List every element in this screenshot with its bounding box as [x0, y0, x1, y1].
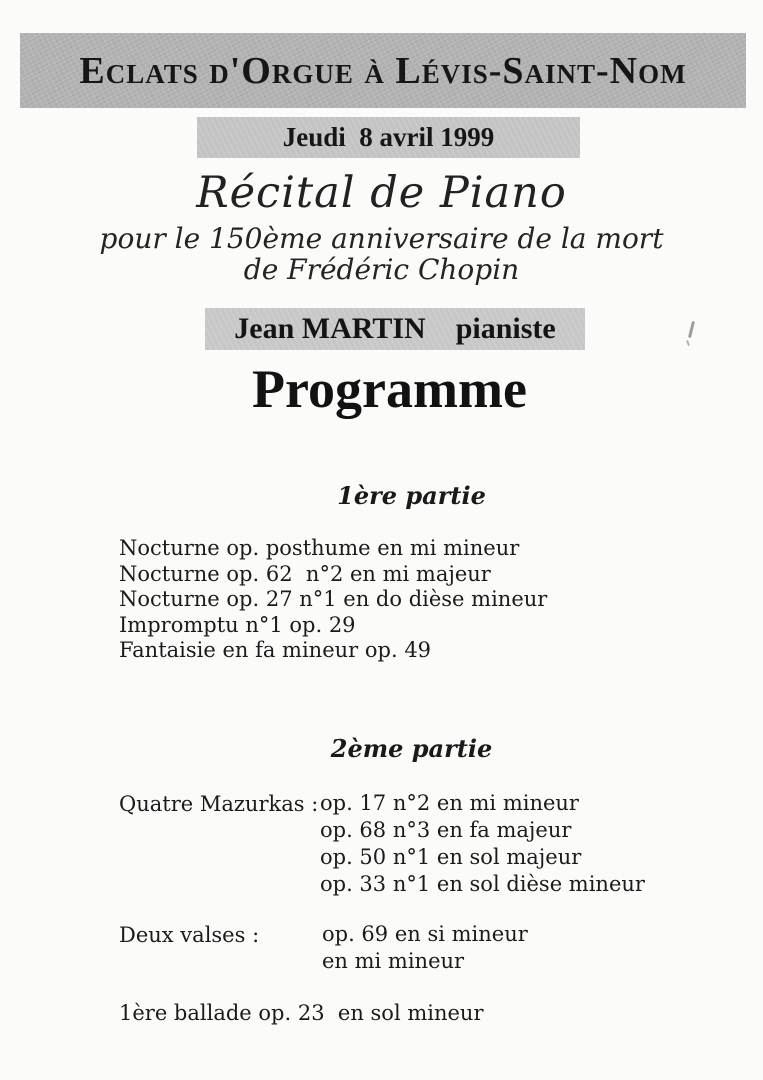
concert-date: Jeudi 8 avril 1999 [282, 122, 495, 152]
part2-heading: 2ème partie [330, 734, 493, 763]
ballade-line: 1ère ballade op. 23 en sol mineur [119, 1001, 484, 1025]
piece-item: op. 33 n°1 en sol dièse mineur [320, 872, 645, 896]
handwritten-mark-tail [686, 340, 690, 346]
part1-piece-list [119, 536, 547, 664]
pianist-box [205, 308, 585, 350]
piece-item: op. 50 n°1 en sol majeur [320, 845, 582, 869]
concert-series-title: Eclats d'Orgue à Lévis-Saint-Nom [79, 49, 687, 92]
piece-item: Nocturne op. posthume en mi mineur [119, 536, 520, 560]
valses-label: Deux valses : [119, 923, 260, 947]
piece-item: op. 17 n°2 en mi mineur [320, 791, 579, 815]
pianist-role: pianiste [455, 312, 556, 345]
valses-piece-list [322, 921, 528, 975]
pianist-name: Jean MARTIN [234, 312, 426, 345]
header-banner [20, 33, 746, 108]
handwritten-mark [688, 321, 695, 338]
piece-item: Impromptu n°1 op. 29 [119, 612, 356, 637]
recital-subtitle-line1: pour le 150ème anniversaire de la mort [99, 222, 664, 255]
recital-title: Récital de Piano [196, 168, 567, 218]
mazurkas-piece-list [320, 790, 645, 898]
piece-item: en mi mineur [322, 949, 465, 973]
piece-item: Nocturne op. 62 n°2 en mi majeur [119, 561, 491, 586]
mazurkas-label: Quatre Mazurkas : [119, 792, 319, 816]
piece-item: Fantaisie en fa mineur op. 49 [119, 638, 432, 662]
date-box [197, 117, 580, 158]
piece-item: op. 69 en si mineur [322, 922, 528, 946]
programme-heading: Programme [252, 359, 527, 419]
piece-item: op. 68 n°3 en fa majeur [320, 818, 572, 842]
recital-subtitle-line2: de Frédéric Chopin [243, 253, 520, 286]
piece-item: Nocturne op. 27 n°1 en do dièse mineur [119, 587, 548, 611]
part1-heading: 1ère partie [337, 481, 486, 510]
